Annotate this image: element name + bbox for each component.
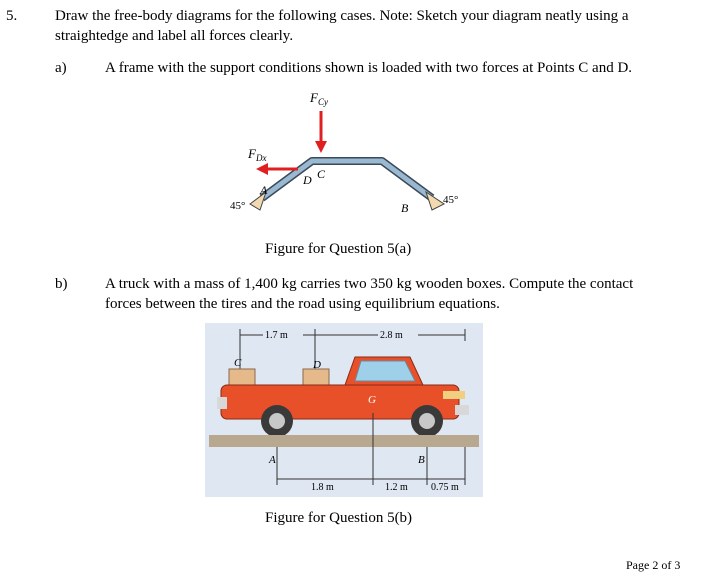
part-b-text-line-2: forces between the tires and the road using equilibrium equations. — [105, 296, 500, 312]
point-c-label-b: C — [234, 357, 242, 369]
front-bumper — [455, 405, 469, 415]
part-a-label: a) — [55, 60, 67, 76]
rear-bumper — [217, 397, 227, 409]
force-cy-arrowhead — [315, 141, 327, 153]
dim-top-right: 2.8 m — [380, 330, 403, 341]
box-d — [303, 369, 329, 385]
frame-member — [262, 161, 432, 198]
dim-top-left: 1.7 m — [265, 330, 288, 341]
point-g-label: G — [368, 394, 376, 406]
truck-figure — [205, 323, 483, 497]
angle-right-label: 45° — [443, 194, 459, 206]
point-a-label-b: A — [269, 454, 276, 466]
point-c-label: C — [317, 167, 326, 181]
front-hub — [419, 413, 435, 429]
page-number: Page 2 of 3 — [626, 558, 681, 572]
instruction-line-2: straightedge and label all forces clearly. — [55, 28, 294, 44]
dim-bottom-2: 1.2 m — [385, 482, 408, 493]
point-d-label: D — [303, 173, 312, 187]
box-c — [229, 369, 255, 385]
point-a-label: A — [260, 183, 268, 197]
road — [209, 435, 479, 447]
question-number: 5. — [6, 8, 18, 24]
rear-hub — [269, 413, 285, 429]
point-b-label-b: B — [418, 454, 425, 466]
frame-figure — [200, 86, 500, 216]
truck-figure-panel — [205, 323, 483, 497]
force-dx-arrowhead — [256, 163, 268, 175]
force-cy-label: $F_{Cy}$ — [310, 90, 328, 107]
truck-window — [355, 361, 415, 381]
part-b-text-line-1: A truck with a mass of 1,400 kg carries two 350 kg wooden boxes. Compute the contact — [105, 276, 634, 292]
figure-a-caption: Figure for Question 5(a) — [265, 241, 412, 257]
instruction-line-1: Draw the free-body diagrams for the following cases. Note: Sketch your diagram neatly using a — [55, 8, 629, 24]
point-d-label-b: D — [313, 359, 321, 371]
force-dx-label: $F_{Dx}$ — [248, 146, 267, 163]
support-b — [426, 192, 444, 210]
part-a-text: A frame with the support conditions shown is loaded with two forces at Points C and D. — [105, 60, 633, 76]
point-b-label: B — [401, 201, 409, 215]
angle-left-label: 45° — [230, 200, 246, 212]
part-b-label: b) — [55, 276, 68, 292]
dim-bottom-3: 0.75 m — [431, 482, 459, 493]
dim-bottom-1: 1.8 m — [311, 482, 334, 493]
figure-b-caption: Figure for Question 5(b) — [265, 510, 413, 526]
headlight — [443, 391, 465, 399]
